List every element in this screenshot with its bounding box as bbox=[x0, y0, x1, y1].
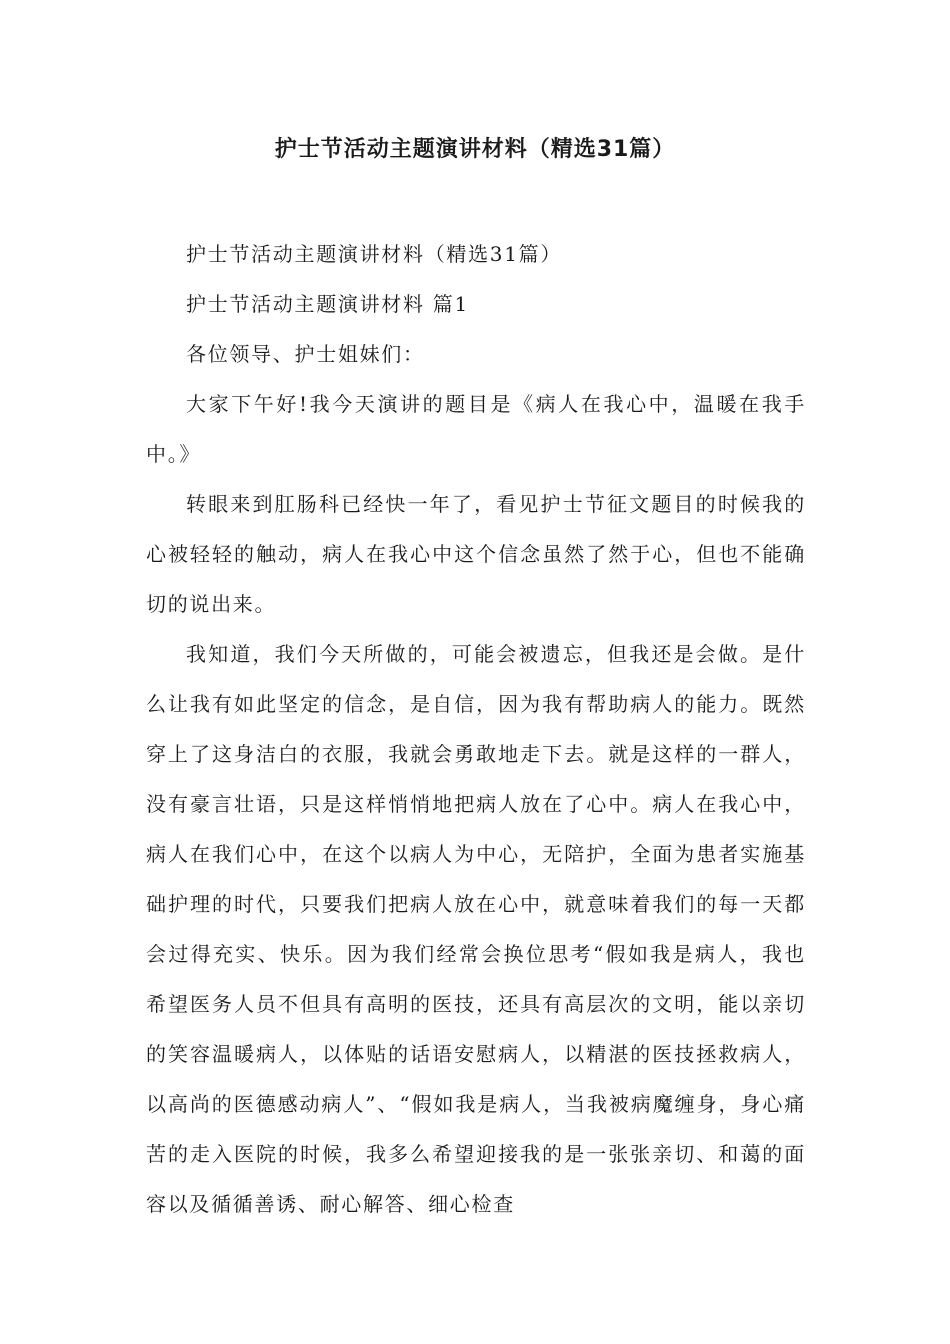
paragraph-salutation: 各位领导、护士姐妹们： bbox=[186, 342, 425, 366]
paragraph-section-heading: 护士节活动主题演讲材料 篇1 bbox=[186, 292, 469, 316]
paragraph-greeting: 大家下午好!我今天演讲的题目是《病人在我心中，温暖在我手中。》 bbox=[146, 392, 806, 466]
document-title: 护士节活动主题演讲材料（精选31篇） bbox=[274, 137, 676, 162]
paragraph-body: 我知道，我们今天所做的，可能会被遗忘，但我还是会做。是什么让我有如此坚定的信念，是自信，因为我有帮助病人的能力。既然穿上了这身洁白的衣服，我就会勇敢地走下去。就是这样的一群人，没有豪言壮语，只是这样悄悄地把病人放在了心中。病人在我心中，病人在我们心中，在这个以病人为中心，无陪护，全面为患者实施基础护理的时代，只要我们把病人放在心中，就意味着我们的每一天都会过得充实、快乐。因为我们经常会换位思考“假如我是病人，我也希望医务人员不但具有高明的医技，还具有高层次的文明，能以亲切的笑容温暖病人，以体贴的话语安慰病人，以精湛的医技拯救病人，以高尚的医德感动病人”、“假如我是病人，当我被病魔缠身，身心痛苦的走入医院的时候，我多么希望迎接我的是一张张亲切、和蔼的面容以及循循善诱、耐心解答、细心检查 bbox=[146, 642, 806, 1216]
document-body bbox=[146, 229, 806, 1229]
paragraph-subtitle: 护士节活动主题演讲材料（精选31篇） bbox=[186, 242, 563, 266]
paragraph-body: 转眼来到肛肠科已经快一年了，看见护士节征文题目的时候我的心被轻轻的触动，病人在我心中这个信念虽然了然于心，但也不能确切的说出来。 bbox=[146, 492, 806, 616]
